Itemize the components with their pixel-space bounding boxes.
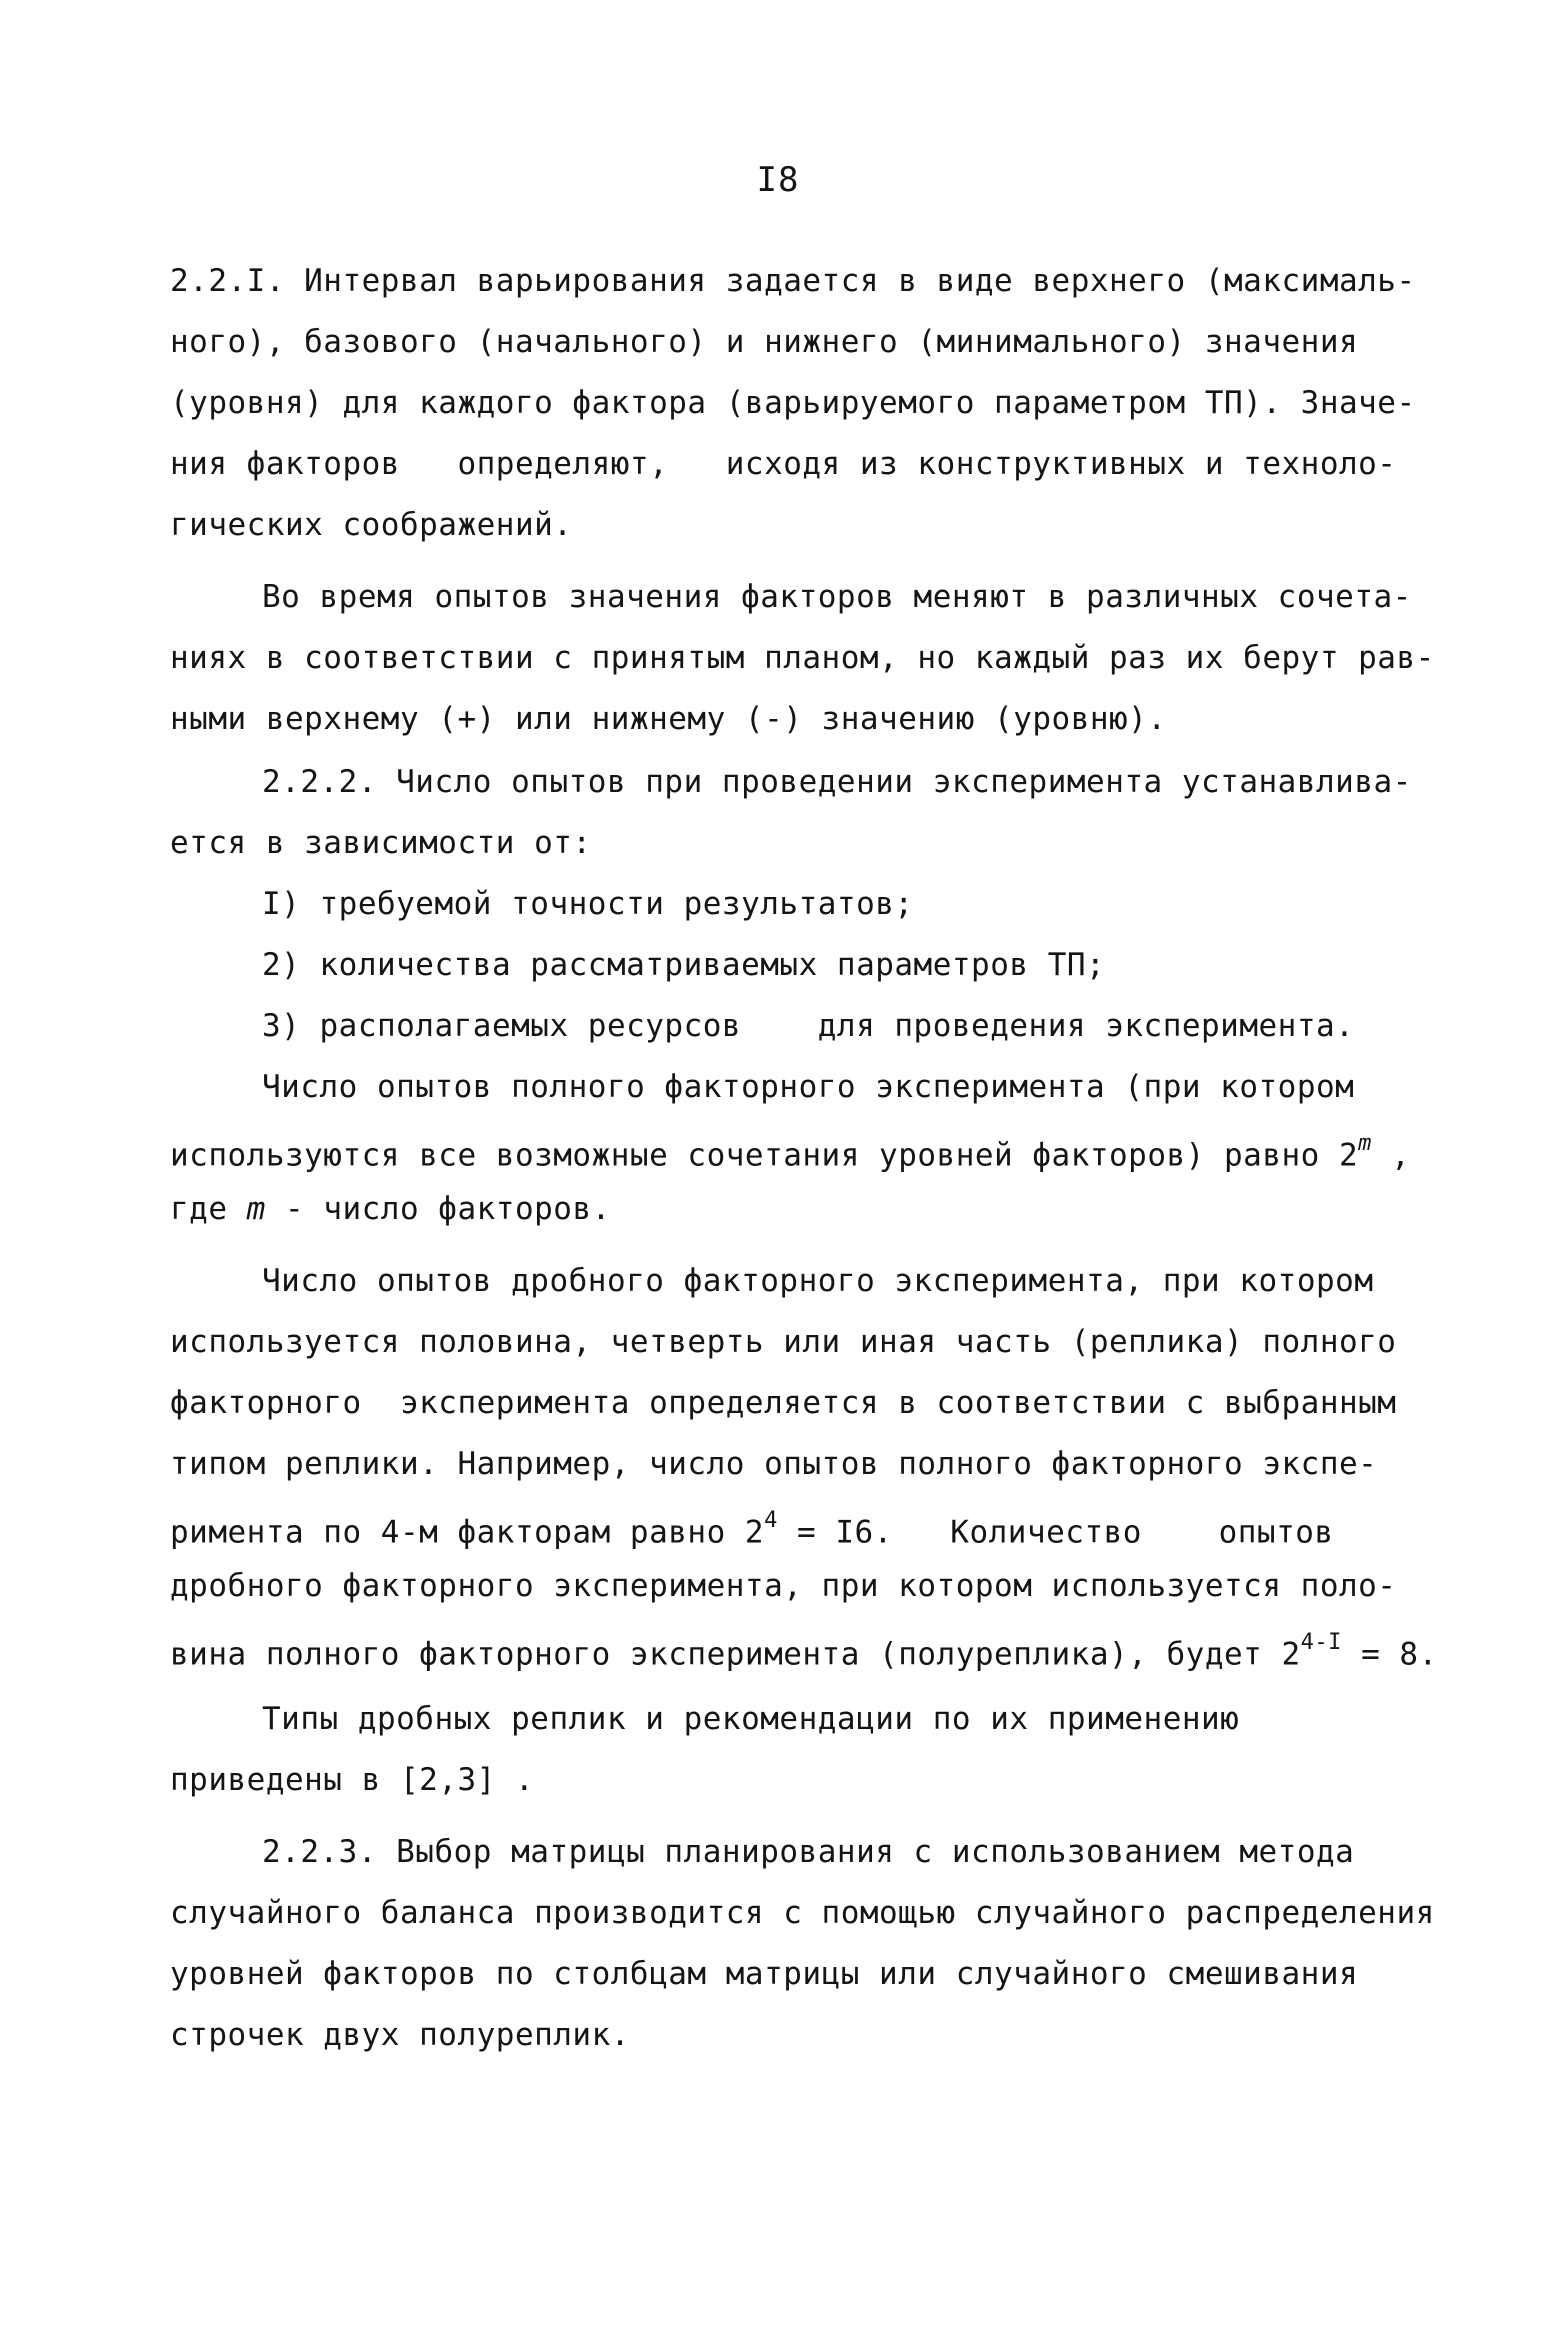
paragraph-line: уровней факторов по столбцам матрицы или случайного смешивания: [170, 1956, 1359, 1992]
line-text: где: [170, 1191, 247, 1227]
paragraph-line: гических соображений.: [170, 507, 573, 543]
exponent: 4-I: [1300, 1630, 1342, 1655]
exponent: m: [1358, 1131, 1372, 1156]
paragraph-line: 2.2.I. Интервал варьирования задается в виде верхнего (максималь-: [170, 263, 1416, 299]
line-text: = 8.: [1341, 1636, 1438, 1673]
line-text: используются все возможные сочетания уровней факторов) равно 2: [170, 1137, 1359, 1174]
list-item: 2) количества рассматриваемых параметров ТП;: [262, 947, 1106, 983]
paragraph-line: Во время опытов значения факторов меняют в различных сочета-: [262, 579, 1412, 615]
paragraph-line: строчек двух полуреплик.: [170, 2017, 630, 2053]
paragraph-line: 2.2.2. Число опытов при проведении эксперимента устанавлива-: [262, 764, 1412, 800]
line-text: = I6. Количество опытов: [777, 1514, 1334, 1551]
paragraph-line: Число опытов дробного факторного эксперимента, при котором: [262, 1263, 1374, 1299]
paragraph-line: (уровня) для каждого фактора (варьируемого параметром ТП). Значе-: [170, 385, 1416, 421]
exponent: 4: [764, 1508, 778, 1533]
paragraph-line: используется половина, четверть или иная часть (реплика) полного: [170, 1324, 1397, 1360]
list-item: I) требуемой точности результатов;: [262, 886, 914, 922]
paragraph-line: ниях в соответствии с принятым планом, но каждый раз их берут рав-: [170, 640, 1435, 676]
line-text: ,: [1371, 1137, 1411, 1174]
paragraph-line: 2.2.3. Выбор матрицы планирования с использованием метода: [262, 1834, 1355, 1870]
line-text: - число факторов.: [265, 1191, 611, 1227]
paragraph-line: факторного эксперимента определяется в соответствии с выбранным: [170, 1385, 1397, 1421]
paragraph-line: [170, 1190, 611, 1228]
paragraph-line: [170, 1129, 1410, 1174]
paragraph-line: Число опытов полного факторного эксперимента (при котором: [262, 1069, 1355, 1105]
paragraph-line: приведены в [2,3] .: [170, 1762, 535, 1798]
paragraph-line: ется в зависимости от:: [170, 825, 592, 861]
paragraph-line: ными верхнему (+) или нижнему (-) значению (уровню).: [170, 701, 1167, 737]
paragraph-line: ния факторов определяют, исходя из конструктивных и техноло-: [170, 446, 1397, 482]
paragraph-line: случайного баланса производится с помощью случайного распределения: [170, 1895, 1435, 1931]
page-number: I8: [756, 160, 800, 200]
paragraph-line: [170, 1628, 1438, 1673]
paragraph-line: ного), базового (начального) и нижнего (минимального) значения: [170, 324, 1359, 360]
list-item: 3) располагаемых ресурсов для проведения эксперимента.: [262, 1008, 1355, 1044]
variable: m: [246, 1191, 266, 1227]
paragraph-line: дробного факторного эксперимента, при котором используется поло-: [170, 1568, 1397, 1604]
paragraph-line: Типы дробных реплик и рекомендации по их применению: [262, 1701, 1240, 1737]
line-text: вина полного факторного эксперимента (полуреплика), будет 2: [170, 1636, 1301, 1673]
paragraph-line: [170, 1506, 1334, 1551]
paragraph-line: типом реплики. Например, число опытов полного факторного экспе-: [170, 1446, 1378, 1482]
line-text: римента по 4-м факторам равно 2: [170, 1514, 765, 1551]
